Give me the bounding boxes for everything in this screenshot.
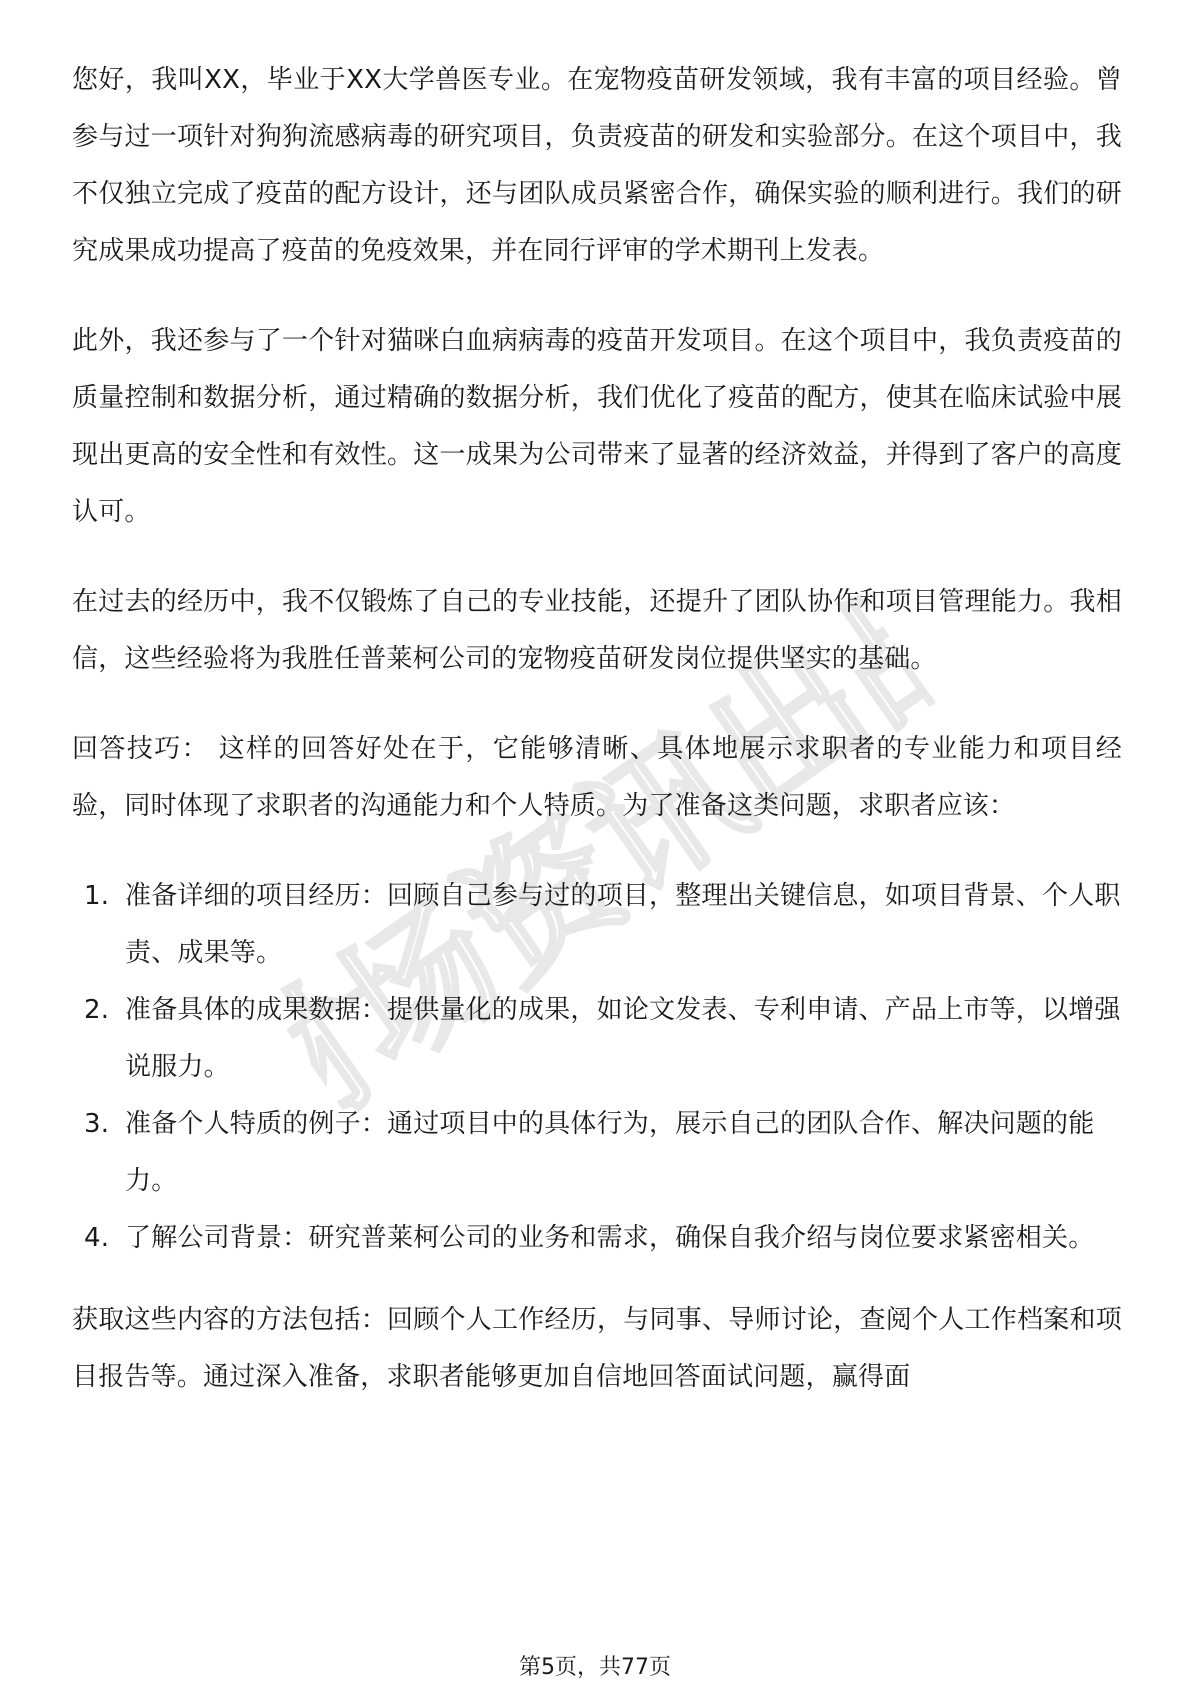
- preparation-list: [72, 868, 1122, 1267]
- page-number: 第5页，共77页: [519, 1655, 671, 1680]
- list-text: 准备个人特质的例子：通过项目中的具体行为，展示自己的团队合作、解决问题的能力。: [125, 1109, 1095, 1196]
- list-text: 了解公司背景：研究普莱柯公司的业务和需求，确保自我介绍与岗位要求紧密相关。: [125, 1223, 1095, 1253]
- watermark-text: 财场资讯出品: [230, 537, 970, 1163]
- list-number: 3.: [84, 1109, 110, 1139]
- document-page: [72, 52, 1122, 1439]
- paragraph-project-two: 此外，我还参与了一个针对猫咪白血病病毒的疫苗开发项目。在这个项目中，我负责疫苗的质量控制和数据分析，通过精确的数据分析，我们优化了疫苗的配方，使其在临床试验中展现出更高的安全性和有效性。这一成果为公司带来了显著的经济效益，并得到了客户的高度认可。: [72, 326, 1122, 527]
- list-number: 4.: [84, 1223, 110, 1253]
- paragraph-answer-tips: 回答技巧： 这样的回答好处在于，它能够清晰、具体地展示求职者的专业能力和项目经验，同时体现了求职者的沟通能力和个人特质。为了准备这类问题，求职者应该：: [72, 734, 1122, 821]
- list-item: [72, 868, 1122, 982]
- list-number: 2.: [84, 995, 110, 1025]
- paragraph-self-intro: 您好，我叫XX，毕业于XX大学兽医专业。在宠物疫苗研发领域，我有丰富的项目经验。曾参与过一项针对狗狗流感病毒的研究项目，负责疫苗的研发和实验部分。在这个项目中，我不仅独立完成了疫苗的配方设计，还与团队成员紧密合作，确保实验的顺利进行。我们的研究成果成功提高了疫苗的免疫效果，并在同行评审的学术期刊上发表。: [72, 65, 1122, 266]
- page-footer: [0, 1654, 1190, 1682]
- paragraph-summary: 在过去的经历中，我不仅锻炼了自己的专业技能，还提升了团队协作和项目管理能力。我相信，这些经验将为我胜任普莱柯公司的宠物疫苗研发岗位提供坚实的基础。: [72, 587, 1122, 674]
- paragraph-methods: 获取这些内容的方法包括：回顾个人工作经历，与同事、导师讨论，查阅个人工作档案和项目报告等。通过深入准备，求职者能够更加自信地回答面试问题，赢得面: [72, 1305, 1122, 1392]
- list-item: [72, 982, 1122, 1096]
- list-item: [72, 1096, 1122, 1210]
- list-item: [72, 1210, 1122, 1267]
- list-text: 准备具体的成果数据：提供量化的成果，如论文发表、专利申请、产品上市等，以增强说服力。: [125, 995, 1121, 1082]
- list-text: 准备详细的项目经历：回顾自己参与过的项目，整理出关键信息，如项目背景、个人职责、成果等。: [125, 881, 1121, 968]
- list-number: 1.: [84, 881, 110, 911]
